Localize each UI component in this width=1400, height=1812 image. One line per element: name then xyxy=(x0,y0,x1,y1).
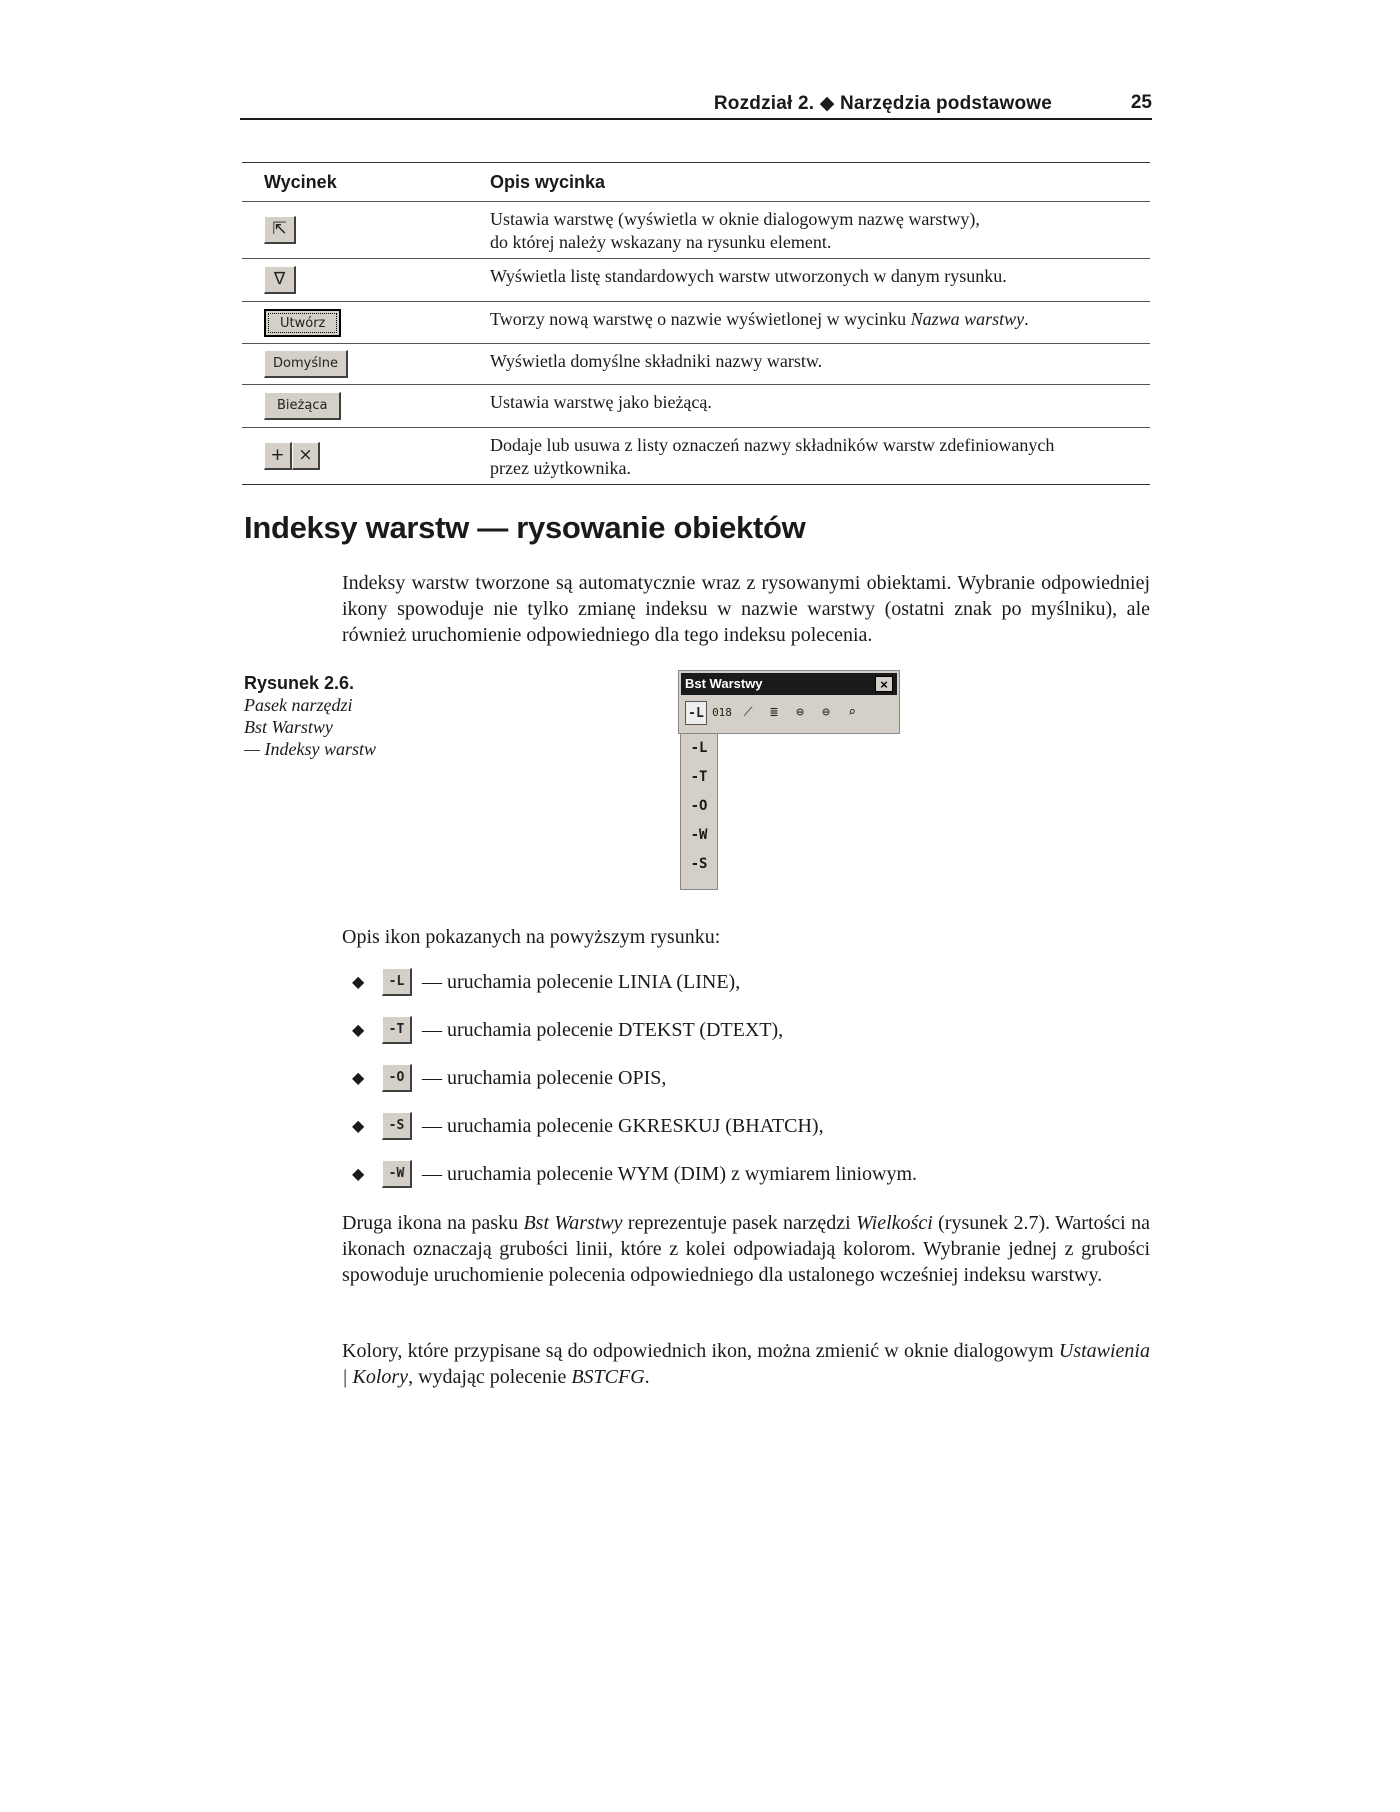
toolbar-title-text: Bst Warstwy xyxy=(685,676,763,691)
icons-intro: Opis ikon pokazanych na powyższym rysunku: xyxy=(342,926,721,948)
toolbar-title xyxy=(681,673,897,695)
table-header-row xyxy=(242,163,1150,202)
arrow-select-icon: ⇱ xyxy=(264,216,296,244)
index-o-icon: -O xyxy=(382,1064,412,1092)
row-desc-text: Tworzy nową warstwę o nazwie wyświetlonej w wycinku xyxy=(490,309,911,329)
figure-caption xyxy=(244,672,444,760)
table-row xyxy=(242,202,1150,259)
list-item xyxy=(352,958,917,1006)
row-desc-line: do której należy wskazany na rysunku element. xyxy=(490,232,832,252)
toolbar-window xyxy=(678,670,900,734)
snippet-table xyxy=(242,162,1150,485)
para-italic: BSTCFG xyxy=(571,1366,645,1388)
row-desc-line: Wyświetla domyślne składniki nazwy warstw. xyxy=(490,351,823,371)
col-header-snippet: Wycinek xyxy=(264,171,337,192)
layer-freeze-icon[interactable]: ⊜ xyxy=(822,705,830,720)
col-header-description: Opis wycinka xyxy=(490,171,606,192)
header-rule xyxy=(240,118,1152,120)
plus-icon: + xyxy=(264,442,292,470)
caption-line: — Indeksy warstw xyxy=(244,739,376,759)
diamond-bullet-icon: ◆ xyxy=(352,1166,365,1183)
layer-search-icon[interactable]: ⌕ xyxy=(848,705,856,720)
page-number: 25 xyxy=(1130,92,1152,113)
para-text: Druga ikona na pasku xyxy=(342,1212,524,1234)
row-desc-line: Wyświetla listę standardowych warstw utworzonych w danym rysunku. xyxy=(490,266,1007,286)
dropdown-item[interactable]: -L xyxy=(690,740,708,756)
close-icon: × xyxy=(292,442,320,470)
layer-off-icon[interactable]: ⊜ xyxy=(796,705,804,720)
table-row xyxy=(242,302,1150,344)
para-italic: Ustawienia | Kolory xyxy=(342,1340,1150,1388)
diamond-bullet-icon: ◆ xyxy=(352,1118,365,1135)
layer-stack-icon[interactable]: ≣ xyxy=(770,705,778,720)
chapter-title: Rozdział 2. ◆ Narzędzia podstawowe xyxy=(713,93,1052,114)
index-t-icon: -T xyxy=(382,1016,412,1044)
index-l-icon: -L xyxy=(382,968,412,996)
para-text: Kolory, które przypisane są do odpowiednich ikon, można zmienić w oknie dialogowym xyxy=(342,1340,1059,1362)
row-desc-line: przez użytkownika. xyxy=(490,458,631,478)
bullet-text: — uruchamia polecenie OPIS, xyxy=(422,1066,667,1089)
figure-label: Rysunek 2.6. xyxy=(244,673,355,693)
dropdown-list-icon: ∇ xyxy=(264,266,296,294)
defaults-button: Domyślne xyxy=(264,350,348,378)
list-item xyxy=(352,1102,917,1150)
body-paragraph xyxy=(342,1338,1150,1390)
current-button: Bieżąca xyxy=(264,392,341,420)
diamond-bullet-icon: ◆ xyxy=(352,1070,365,1087)
line-weight-icon[interactable]: 018 xyxy=(712,706,732,719)
dropdown-item[interactable]: -S xyxy=(690,856,708,872)
toolbar-icons xyxy=(685,701,863,725)
row-desc-italic: Nazwa warstwy xyxy=(910,309,1025,329)
close-icon[interactable]: × xyxy=(875,676,893,692)
para-text: , wydając polecenie xyxy=(408,1366,572,1388)
row-desc-line: Dodaje lub usuwa z listy oznaczeń nazwy składników warstw zdefiniowanych xyxy=(490,435,1055,455)
para-text: . xyxy=(644,1366,650,1388)
table-row xyxy=(242,344,1150,385)
row-desc-line: Ustawia warstwę (wyświetla w oknie dialogowym nazwę warstwy), xyxy=(490,209,980,229)
dropdown-item[interactable]: -W xyxy=(690,827,708,843)
bullet-text: — uruchamia polecenie GKRESKUJ (BHATCH), xyxy=(422,1114,824,1137)
section-title: Indeksy warstw — rysowanie obiektów xyxy=(244,510,806,545)
para-text: reprezentuje pasek narzędzi xyxy=(622,1212,857,1234)
index-w-icon: -W xyxy=(382,1160,412,1188)
line-draw-icon[interactable]: ⟋ xyxy=(743,705,753,720)
para-italic: Bst Warstwy xyxy=(523,1212,623,1234)
dropdown-item[interactable]: -T xyxy=(690,769,708,785)
body-paragraph xyxy=(342,1210,1150,1288)
index-s-icon: -S xyxy=(382,1112,412,1140)
para-italic: Wielkości xyxy=(856,1212,933,1234)
row-desc-line: Ustawia warstwę jako bieżącą. xyxy=(490,392,712,412)
caption-line: Bst Warstwy xyxy=(244,717,333,737)
create-layer-button: Utwórz xyxy=(264,309,341,337)
table-row xyxy=(242,428,1150,484)
dropdown-item[interactable]: -O xyxy=(690,798,708,814)
icon-list xyxy=(352,958,917,1198)
table-row xyxy=(242,385,1150,428)
layer-index-icon[interactable]: -L xyxy=(685,701,707,725)
table-row xyxy=(242,259,1150,302)
caption-line: Pasek narzędzi xyxy=(244,695,353,715)
list-item xyxy=(352,1006,917,1054)
para-text: (rysunek 2.7). Wartości na ikonach oznaczają grubości linii, które z kolei odpowiadają kolorom. Wybranie jednej z grubości spowoduje uruchomienie polecenia odpowiedniego dla ustalonego wcześniej indeksu warstwy. xyxy=(342,1212,1150,1286)
intro-paragraph: Indeksy warstw tworzone są automatycznie wraz z rysowanymi obiektami. Wybranie odpowiedniej ikony spowoduje nie tylko zmianę indeksu w nazwie warstwy (ostatni znak po myślniku), ale również uruchomienie odpowiedniego dla tego indeksu polecenia. xyxy=(342,572,1150,646)
list-item xyxy=(352,1150,917,1198)
index-dropdown xyxy=(680,734,718,890)
list-item xyxy=(352,1054,917,1102)
diamond-bullet-icon: ◆ xyxy=(352,974,365,991)
bullet-text: — uruchamia polecenie WYM (DIM) z wymiarem liniowym. xyxy=(422,1162,918,1185)
running-header xyxy=(240,88,1152,118)
bullet-text: — uruchamia polecenie DTEKST (DTEXT), xyxy=(422,1018,784,1041)
diamond-bullet-icon: ◆ xyxy=(352,1022,365,1039)
bullet-text: — uruchamia polecenie LINIA (LINE), xyxy=(422,970,741,993)
row-desc-text: . xyxy=(1024,309,1029,329)
